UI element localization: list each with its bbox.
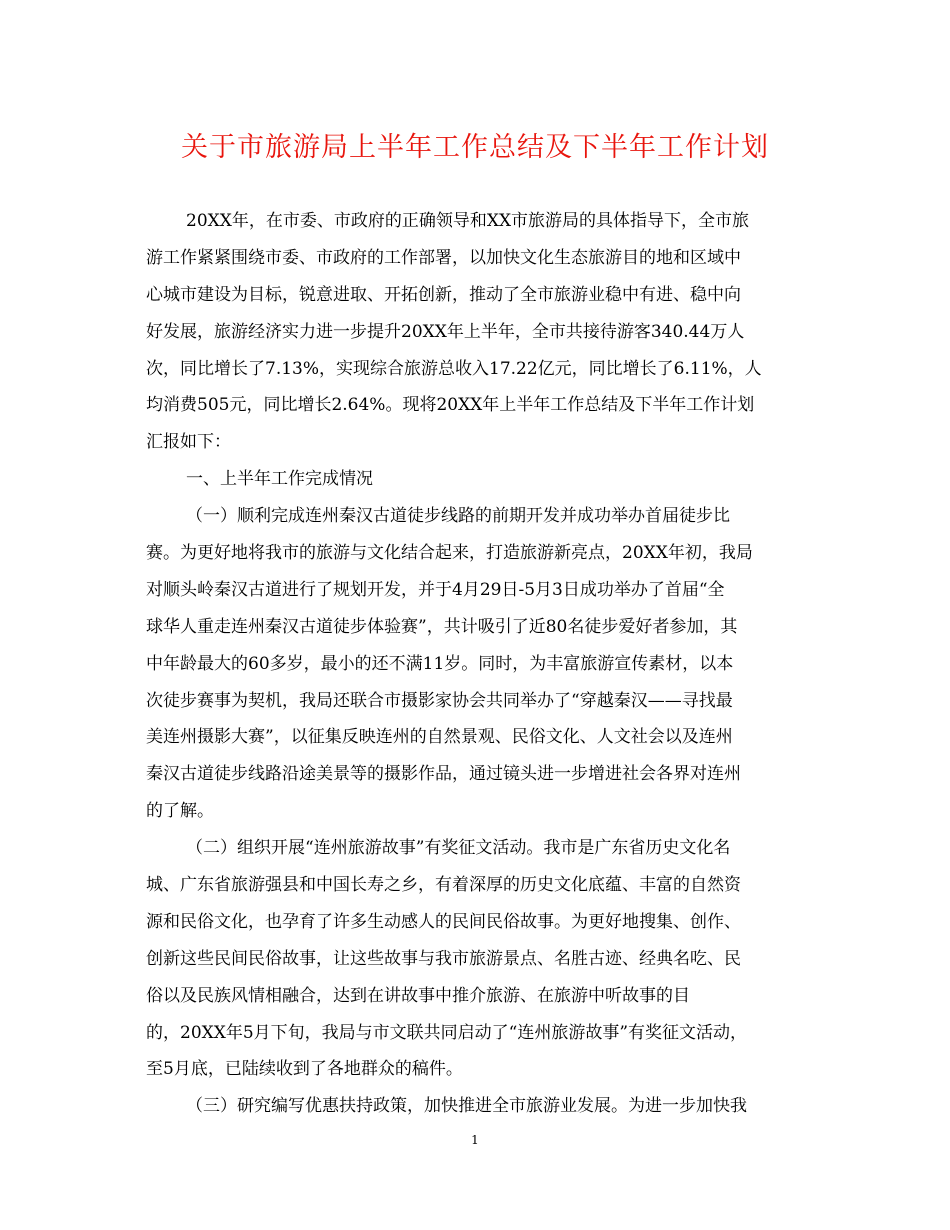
document-body — [146, 203, 816, 1125]
paragraph-line: 俗以及民族风情相融合，达到在讲故事中推介旅游、在旅游中听故事的目 — [146, 985, 690, 1006]
paragraph-line: 创新这些民间民俗故事，让这些故事与我市旅游景点、名胜古迹、经典名吃、民 — [146, 948, 741, 969]
paragraph-line: 汇报如下： — [146, 432, 231, 453]
paragraph-line: 心城市建设为目标，锐意进取、开拓创新，推动了全市旅游业稳中有进、稳中向 — [146, 284, 741, 305]
subsection-heading: （一）顺利完成连州秦汉古道徒步线路的前期开发并成功举办首届徒步比 — [186, 506, 730, 527]
paragraph-line: 次，同比增长了7.13%，实现综合旅游总收入17.22亿元，同比增长了6.11%，人 — [146, 358, 762, 379]
paragraph-line: 对顺头岭秦汉古道进行了规划开发，并于4月29日-5月3日成功举办了首届“全 — [146, 579, 725, 600]
paragraph-line: 游工作紧紧围绕市委、市政府的工作部署，以加快文化生态旅游目的地和区域中 — [146, 247, 741, 268]
document-title: 关于市旅游局上半年工作总结及下半年工作计划 — [181, 132, 769, 163]
paragraph-line: 赛。为更好地将我市的旅游与文化结合起来，打造旅游新亮点，20XX年初，我局 — [146, 543, 753, 564]
paragraph-line: 美连州摄影大赛”，以征集反映连州的自然景观、民俗文化、人文社会以及连州 — [146, 727, 733, 748]
paragraph-line: 的，20XX年5月下旬，我局与市文联共同启动了“连州旅游故事”有奖征文活动， — [146, 1022, 748, 1043]
paragraph-line: 次徒步赛事为契机，我局还联合市摄影家协会共同举办了“穿越秦汉——寻找最 — [146, 690, 733, 711]
paragraph-line: 中年龄最大的60多岁，最小的还不满11岁。同时，为丰富旅游宣传素材，以本 — [146, 653, 734, 674]
page-number: 1 — [471, 1133, 479, 1147]
section-heading: 一、上半年工作完成情况 — [186, 469, 373, 490]
paragraph-line: 源和民俗文化，也孕育了许多生动感人的民间民俗故事。为更好地搜集、创作、 — [146, 911, 741, 932]
paragraph-line: 的了解。 — [146, 801, 214, 822]
paragraph-line: 球华人重走连州秦汉古道徒步体验赛”，共计吸引了近80名徒步爱好者参加，其 — [146, 616, 738, 637]
paragraph-line: 20XX年，在市委、市政府的正确领导和XX市旅游局的具体指导下，全市旅 — [186, 211, 750, 231]
paragraph-line: 秦汉古道徒步线路沿途美景等的摄影作品，通过镜头进一步增进社会各界对连州 — [146, 764, 741, 785]
subsection-heading: （三）研究编写优惠扶持政策，加快推进全市旅游业发展。为进一步加快我 — [186, 1096, 747, 1117]
subsection-heading: （二）组织开展“连州旅游故事”有奖征文活动。我市是广东省历史文化名 — [186, 838, 731, 859]
paragraph-line: 城、广东省旅游强县和中国长寿之乡，有着深厚的历史文化底蕴、丰富的自然资 — [146, 875, 741, 896]
paragraph-line: 至5月底，已陆续收到了各地群众的稿件。 — [146, 1059, 463, 1080]
paragraph-line: 好发展，旅游经济实力进一步提升20XX年上半年，全市共接待游客340.44万人 — [146, 321, 745, 342]
paragraph-line: 均消费505元，同比增长2.64%。现将20XX年上半年工作总结及下半年工作计划 — [146, 395, 755, 416]
